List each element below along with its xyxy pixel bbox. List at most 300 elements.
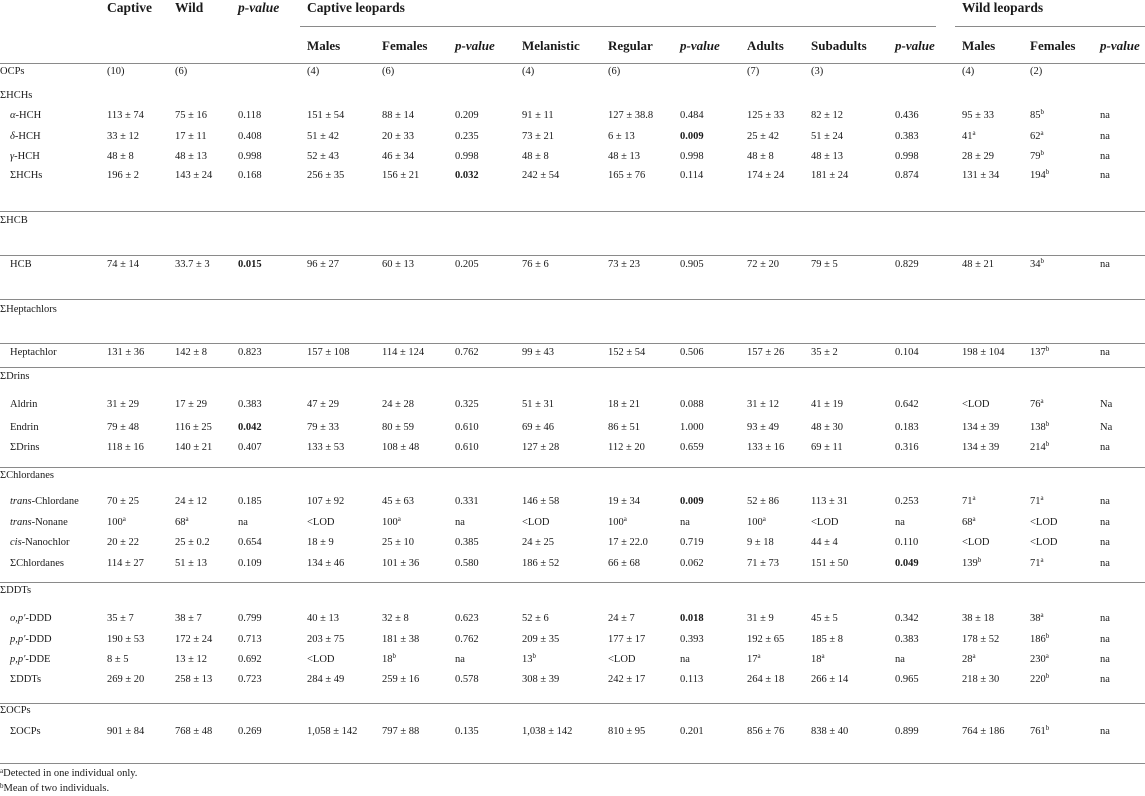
table-cell: 0.383	[895, 131, 919, 142]
table-cell: 203 ± 75	[307, 634, 345, 645]
table-row	[0, 438, 1145, 458]
table-cell: 0.269	[238, 726, 262, 737]
table-cell: 0.201	[680, 726, 704, 737]
table-cell: 140 ± 21	[175, 442, 213, 453]
row-label: Endrin	[10, 422, 39, 433]
group-heading-row	[0, 300, 1145, 320]
subheader-pvalue: p-value	[455, 38, 495, 53]
table-cell: 174 ± 24	[747, 170, 785, 181]
table-cell: Na	[1100, 399, 1113, 410]
table-rule	[0, 582, 1145, 583]
table-cell: 113 ± 31	[811, 496, 848, 507]
table-cell: 266 ± 14	[811, 674, 849, 685]
table-cell: na	[1100, 654, 1110, 665]
table-cell: 0.205	[455, 259, 479, 270]
table-cell: 190 ± 53	[107, 634, 145, 645]
table-cell: 25 ± 42	[747, 131, 780, 142]
table-cell: 218 ± 30	[962, 674, 1000, 685]
table-cell: 214$^b$	[1030, 440, 1050, 453]
table-cell: na	[895, 654, 905, 665]
table-row	[0, 166, 1145, 186]
table-cell: 209 ± 35	[522, 634, 560, 645]
group-heading: ΣChlordanes	[0, 470, 54, 481]
table-cell: 0.316	[895, 442, 919, 453]
table-cell: <LOD	[1030, 517, 1058, 528]
group-heading-row	[0, 211, 1145, 231]
table-cell: 0.109	[238, 558, 262, 569]
group-heading: ΣDDTs	[0, 585, 32, 596]
table-cell: 172 ± 24	[175, 634, 213, 645]
group-heading-row	[0, 86, 1145, 106]
table-cell: na	[1100, 674, 1110, 685]
table-cell: 18$^b$	[382, 652, 396, 665]
table-cell: 0.009	[680, 131, 704, 142]
table-row	[0, 650, 1145, 670]
table-cell: 25 ± 10	[382, 537, 415, 548]
table-cell: 127 ± 38.8	[608, 110, 654, 121]
table-cell: 0.015	[238, 259, 262, 270]
table-cell: 41$^a$	[962, 129, 976, 142]
table-cell: 38 ± 7	[175, 613, 202, 624]
table-cell: 19 ± 34	[608, 496, 641, 507]
table-cell: 79$^b$	[1030, 149, 1044, 162]
table-cell: 95 ± 33	[962, 110, 995, 121]
table-cell: na	[1100, 537, 1110, 548]
row-label: o,p'-DDD	[10, 613, 52, 624]
table-cell: 108 ± 48	[382, 442, 420, 453]
table-cell: 0.965	[895, 674, 919, 685]
table-cell: 0.823	[238, 347, 262, 358]
table-cell: 116 ± 25	[175, 422, 212, 433]
subheader-adults: Adults	[747, 38, 784, 53]
table-cell: (6)	[608, 66, 621, 77]
table-cell: 80 ± 59	[382, 422, 415, 433]
table-cell: 198 ± 104	[962, 347, 1005, 358]
table-cell: na	[1100, 347, 1110, 358]
table-cell: 186 ± 52	[522, 558, 560, 569]
table-cell: 0.905	[680, 259, 704, 270]
table-cell: 33.7 ± 3	[175, 259, 210, 270]
group-heading-row	[0, 466, 1145, 486]
table-cell: 143 ± 24	[175, 170, 213, 181]
table-cell: 284 ± 49	[307, 674, 345, 685]
table-row	[0, 62, 1145, 82]
table-cell: 230$^a$	[1030, 652, 1049, 665]
group-heading-row	[0, 581, 1145, 601]
table-cell: 88 ± 14	[382, 110, 415, 121]
table-cell: 0.383	[238, 399, 262, 410]
row-label: α-HCH	[10, 110, 42, 121]
table-cell: 0.385	[455, 537, 479, 548]
table-cell: 131 ± 36	[107, 347, 145, 358]
table-cell: 0.331	[455, 496, 479, 507]
table-cell: 47 ± 29	[307, 399, 340, 410]
table-cell: 139$^b$	[962, 556, 982, 569]
table-cell: 0.623	[455, 613, 479, 624]
table-cell: 0.393	[680, 634, 704, 645]
table-cell: 18 ± 9	[307, 537, 334, 548]
table-cell: na	[680, 654, 690, 665]
table-cell: 0.723	[238, 674, 262, 685]
table-cell: 8 ± 5	[107, 654, 129, 665]
subheader-females: Females	[1030, 38, 1076, 53]
table-cell: 127 ± 28	[522, 442, 560, 453]
table-cell: 79 ± 5	[811, 259, 838, 270]
table-cell: 48 ± 8	[107, 151, 134, 162]
table-cell: 0.659	[680, 442, 704, 453]
table-cell: 82 ± 12	[811, 110, 844, 121]
table-cell: 0.049	[895, 558, 919, 569]
table-cell: 0.899	[895, 726, 919, 737]
table-cell: 44 ± 4	[811, 537, 838, 548]
table-cell: 0.874	[895, 170, 919, 181]
table-row	[0, 418, 1145, 438]
table-cell: 24 ± 7	[608, 613, 635, 624]
group-heading: ΣHCB	[0, 215, 28, 226]
table-rule	[0, 343, 1145, 344]
table-cell: 85$^b$	[1030, 108, 1044, 121]
table-cell: 308 ± 39	[522, 674, 560, 685]
table-cell: 0.383	[895, 634, 919, 645]
table-cell: 0.713	[238, 634, 262, 645]
table-cell: 75 ± 16	[175, 110, 208, 121]
table-cell: 177 ± 17	[608, 634, 646, 645]
table-row	[0, 670, 1145, 690]
subheader-females: Females	[382, 38, 428, 53]
header-captive: Captive	[107, 0, 152, 15]
table-cell: 45 ± 63	[382, 496, 415, 507]
table-cell: 185 ± 8	[811, 634, 844, 645]
table-cell: 797 ± 88	[382, 726, 420, 737]
table-cell: 48 ± 8	[522, 151, 549, 162]
table-cell: 0.325	[455, 399, 479, 410]
table-row	[0, 343, 1145, 363]
table-cell: 0.610	[455, 422, 479, 433]
table-cell: na	[1100, 613, 1110, 624]
table-cell: 0.253	[895, 496, 919, 507]
table-cell: 48 ± 13	[811, 151, 844, 162]
table-cell: 74 ± 14	[107, 259, 140, 270]
row-label: OCPs	[0, 66, 25, 77]
table-cell: 31 ± 29	[107, 399, 140, 410]
table-rule	[955, 26, 1145, 27]
table-cell: 69 ± 46	[522, 422, 555, 433]
table-cell: 768 ± 48	[175, 726, 213, 737]
table-cell: 0.719	[680, 537, 704, 548]
table-rule	[0, 299, 1145, 300]
table-cell: 68$^a$	[962, 515, 976, 528]
table-cell: 0.009	[680, 496, 704, 507]
table-row	[0, 147, 1145, 167]
table-cell: 114 ± 124	[382, 347, 425, 358]
table-cell: na	[1100, 131, 1110, 142]
table-cell: 133 ± 16	[747, 442, 785, 453]
table-cell: 901 ± 84	[107, 726, 145, 737]
table-cell: 52 ± 86	[747, 496, 780, 507]
table-row	[0, 255, 1145, 275]
row-label: γ-HCH	[10, 151, 40, 162]
table-cell: 0.829	[895, 259, 919, 270]
table-cell: 258 ± 13	[175, 674, 213, 685]
table-cell: 40 ± 13	[307, 613, 340, 624]
table-cell: 35 ± 2	[811, 347, 838, 358]
row-label: ΣDrins	[10, 442, 40, 453]
table-cell: 66 ± 68	[608, 558, 641, 569]
table-cell: 35 ± 7	[107, 613, 134, 624]
table-cell: 93 ± 49	[747, 422, 780, 433]
table-cell: 6 ± 13	[608, 131, 635, 142]
table-cell: 52 ± 43	[307, 151, 340, 162]
table-cell: 0.114	[680, 170, 704, 181]
table-cell: 186$^b$	[1030, 632, 1050, 645]
table-cell: 28 ± 29	[962, 151, 995, 162]
table-cell: 99 ± 43	[522, 347, 555, 358]
row-label: ΣDDTs	[10, 674, 42, 685]
table-cell: 810 ± 95	[608, 726, 646, 737]
row-label: Aldrin	[10, 399, 38, 410]
table-cell: 0.183	[895, 422, 919, 433]
table-cell: <LOD	[608, 654, 636, 665]
header-wild: Wild	[175, 0, 204, 15]
table-cell: 73 ± 23	[608, 259, 641, 270]
subheader-melanistic: Melanistic	[522, 38, 580, 53]
table-cell: (10)	[107, 66, 125, 77]
row-label: δ-HCH	[10, 131, 41, 142]
table-cell: 38 ± 18	[962, 613, 995, 624]
footnote: $^b$Mean of two individuals.	[0, 782, 110, 794]
table-cell: 76 ± 6	[522, 259, 549, 270]
table-rule	[0, 467, 1145, 468]
table-cell: 157 ± 108	[307, 347, 350, 358]
table-cell: 196 ± 2	[107, 170, 140, 181]
table-cell: 0.342	[895, 613, 919, 624]
table-rule	[0, 703, 1145, 704]
table-cell: 31 ± 9	[747, 613, 774, 624]
table-cell: 0.692	[238, 654, 262, 665]
table-cell: 761$^b$	[1030, 724, 1050, 737]
table-cell: 48 ± 13	[175, 151, 208, 162]
table-cell: na	[1100, 259, 1110, 270]
table-rule	[0, 211, 1145, 212]
table-cell: 73 ± 21	[522, 131, 555, 142]
group-heading: ΣDrins	[0, 371, 30, 382]
table-cell: 0.235	[455, 131, 479, 142]
table-cell: 151 ± 50	[811, 558, 849, 569]
table-cell: 0.018	[680, 613, 704, 624]
table-cell: 60 ± 13	[382, 259, 415, 270]
table-cell: 76$^a$	[1030, 397, 1044, 410]
subheader-males: Males	[307, 38, 341, 53]
table-cell: <LOD	[962, 399, 990, 410]
row-label: ΣHCHs	[10, 170, 43, 181]
table-row	[0, 609, 1145, 629]
table-cell: na	[238, 517, 248, 528]
table-cell: (4)	[962, 66, 975, 77]
table-cell: 46 ± 34	[382, 151, 415, 162]
table-cell: 0.104	[895, 347, 919, 358]
table-cell: 0.168	[238, 170, 262, 181]
table-cell: 32 ± 8	[382, 613, 409, 624]
table-row	[0, 630, 1145, 650]
table-cell: 142 ± 8	[175, 347, 208, 358]
table-cell: 1.000	[680, 422, 704, 433]
table-cell: 71$^a$	[1030, 556, 1044, 569]
row-label: ΣOCPs	[10, 726, 41, 737]
table-rule	[0, 763, 1145, 764]
table-cell: 220$^b$	[1030, 672, 1050, 685]
table-cell: 838 ± 40	[811, 726, 849, 737]
table-cell: na	[1100, 110, 1110, 121]
table-cell: 256 ± 35	[307, 170, 345, 181]
table-cell: 13 ± 12	[175, 654, 208, 665]
table-cell: 9 ± 18	[747, 537, 774, 548]
table-cell: 0.578	[455, 674, 479, 685]
table-cell: 0.484	[680, 110, 704, 121]
table-cell: 24 ± 25	[522, 537, 555, 548]
table-cell: 41 ± 19	[811, 399, 844, 410]
table-cell: 156 ± 21	[382, 170, 420, 181]
table-cell: 118 ± 16	[107, 442, 144, 453]
table-cell: 45 ± 5	[811, 613, 838, 624]
table-cell: 69 ± 11	[811, 442, 843, 453]
table-cell: 34$^b$	[1030, 257, 1044, 270]
row-label: p,p'-DDD	[10, 634, 52, 645]
subheader-subadults: Subadults	[811, 38, 867, 53]
table-cell: 259 ± 16	[382, 674, 420, 685]
table-row	[0, 395, 1145, 415]
table-cell: 0.762	[455, 634, 479, 645]
table-cell: 138$^b$	[1030, 420, 1050, 433]
table-row	[0, 106, 1145, 126]
table-cell: 134 ± 39	[962, 442, 1000, 453]
table-cell: 79 ± 33	[307, 422, 340, 433]
table-cell: 178 ± 52	[962, 634, 1000, 645]
table-cell: na	[1100, 496, 1110, 507]
table-cell: na	[1100, 151, 1110, 162]
table-cell: 0.407	[238, 442, 262, 453]
table-row	[0, 722, 1145, 742]
table-cell: 146 ± 58	[522, 496, 560, 507]
table-cell: 0.118	[238, 110, 262, 121]
table-cell: na	[1100, 170, 1110, 181]
table-cell: 100$^a$	[608, 515, 627, 528]
table-cell: 125 ± 33	[747, 110, 785, 121]
row-label: cis-Nanochlor	[10, 537, 70, 548]
table-rule	[0, 255, 1145, 256]
table-cell: 0.110	[895, 537, 919, 548]
table-cell: 28$^a$	[962, 652, 976, 665]
table-cell: 0.998	[895, 151, 919, 162]
header-wild-leopards: Wild leopards	[962, 0, 1044, 15]
table-cell: 38$^a$	[1030, 611, 1044, 624]
table-cell: 157 ± 26	[747, 347, 785, 358]
table-cell: 114 ± 27	[107, 558, 144, 569]
table-cell: 17 ± 22.0	[608, 537, 648, 548]
table-cell: 112 ± 20	[608, 442, 645, 453]
table-cell: 0.042	[238, 422, 262, 433]
table-cell: 68$^a$	[175, 515, 189, 528]
table-cell: na	[455, 654, 465, 665]
table-cell: Na	[1100, 422, 1113, 433]
table-cell: 0.408	[238, 131, 262, 142]
table-cell: 0.185	[238, 496, 262, 507]
table-cell: 18 ± 21	[608, 399, 641, 410]
table-cell: <LOD	[962, 537, 990, 548]
group-heading: ΣHeptachlors	[0, 304, 57, 315]
table-cell: 134 ± 46	[307, 558, 345, 569]
table-cell: 134 ± 39	[962, 422, 1000, 433]
table-row	[0, 533, 1145, 553]
table-cell: 0.506	[680, 347, 704, 358]
table-row	[0, 492, 1145, 512]
table-cell: 0.209	[455, 110, 479, 121]
table-cell: 25 ± 0.2	[175, 537, 210, 548]
table-row	[0, 513, 1145, 533]
table-cell: 71$^a$	[1030, 494, 1044, 507]
table-cell: 51 ± 24	[811, 131, 844, 142]
table-cell: 100$^a$	[747, 515, 766, 528]
table-cell: na	[1100, 558, 1110, 569]
table-cell: 62$^a$	[1030, 129, 1044, 142]
table-cell: 165 ± 76	[608, 170, 646, 181]
table-rule	[300, 26, 936, 27]
row-label: trans-Nonane	[10, 517, 68, 528]
table-cell: 71$^a$	[962, 494, 976, 507]
table-cell: na	[895, 517, 905, 528]
table-rule	[0, 63, 1145, 64]
row-label: HCB	[10, 259, 32, 270]
group-heading-row	[0, 367, 1145, 387]
table-cell: 48 ± 13	[608, 151, 641, 162]
table-cell: (4)	[307, 66, 320, 77]
table-cell: 0.062	[680, 558, 704, 569]
row-label: p,p'-DDE	[10, 654, 51, 665]
table-cell: 1,058 ± 142	[307, 726, 358, 737]
header-pvalue-main: p-value	[238, 0, 280, 15]
table-cell: 152 ± 54	[608, 347, 646, 358]
table-cell: 79 ± 48	[107, 422, 140, 433]
group-heading: ΣHCHs	[0, 90, 33, 101]
table-cell: 0.580	[455, 558, 479, 569]
table-cell: 0.998	[238, 151, 262, 162]
table-cell: 48 ± 21	[962, 259, 995, 270]
table-cell: 48 ± 8	[747, 151, 774, 162]
subheader-pvalue: p-value	[1100, 38, 1140, 53]
table-cell: 101 ± 36	[382, 558, 420, 569]
table-cell: 96 ± 27	[307, 259, 340, 270]
table-cell: 70 ± 25	[107, 496, 140, 507]
table-cell: <LOD	[307, 654, 335, 665]
table-cell: 51 ± 31	[522, 399, 555, 410]
table-rule	[0, 367, 1145, 368]
subheader-pvalue: p-value	[680, 38, 720, 53]
table-cell: <LOD	[811, 517, 839, 528]
table-cell: 33 ± 12	[107, 131, 140, 142]
table-cell: 100$^a$	[382, 515, 401, 528]
table-cell: 0.088	[680, 399, 704, 410]
table-cell: <LOD	[522, 517, 550, 528]
table-cell: 107 ± 92	[307, 496, 345, 507]
table-cell: 0.113	[680, 674, 704, 685]
table-cell: 242 ± 17	[608, 674, 646, 685]
table-cell: 181 ± 24	[811, 170, 849, 181]
table-cell: 0.135	[455, 726, 479, 737]
table-cell: 264 ± 18	[747, 674, 785, 685]
group-heading: ΣOCPs	[0, 705, 31, 716]
table-cell: 24 ± 28	[382, 399, 415, 410]
table-cell: 764 ± 186	[962, 726, 1005, 737]
table-cell: 0.610	[455, 442, 479, 453]
